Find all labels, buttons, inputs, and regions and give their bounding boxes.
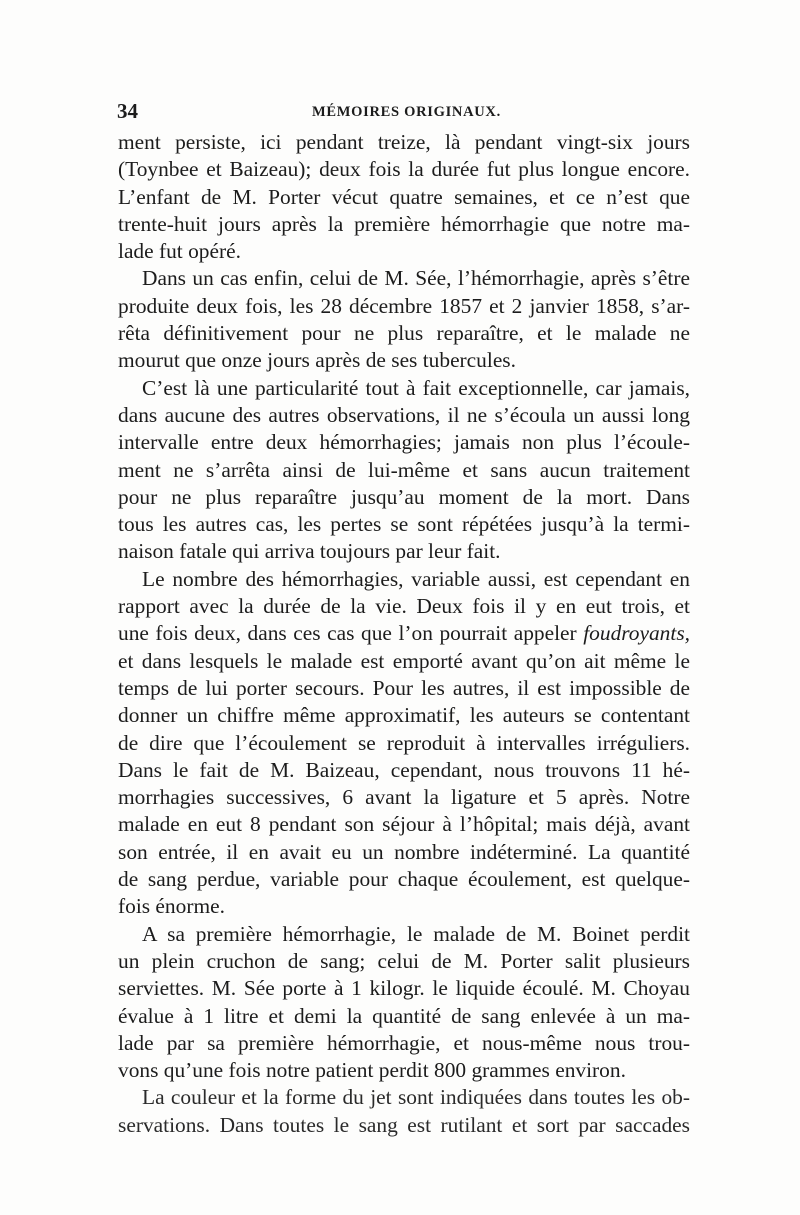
text-line: serviettes. M. Sée porte à 1 kilogr. le liquide écoulé. M. Choyau <box>118 976 690 1001</box>
text-line <box>118 620 690 647</box>
text-line: morrhagies successives, 6 avant la ligature et 5 après. Notre <box>118 785 690 810</box>
text-line: rêta définitivement pour ne plus reparaître, et le malade ne <box>118 321 690 346</box>
text-line: fois énorme. <box>118 894 225 919</box>
paragraph-start-line: Dans un cas enfin, celui de M. Sée, l’hémorrhagie, après s’être <box>142 266 690 291</box>
text-line: de dire que l’écoulement se reproduit à intervalles irréguliers. <box>118 730 690 755</box>
text-line: trente-huit jours après la première hémorrhagie que notre ma- <box>118 211 690 236</box>
text-line: pour ne plus reparaître jusqu’au moment de la mort. Dans <box>118 484 690 509</box>
text-line: et dans lesquels le malade est emporté avant qu’on ait même le <box>118 648 690 673</box>
text-line: dans aucune des autres observations, il ne s’écoula un aussi long <box>118 402 690 427</box>
text-line: ment ne s’arrêta ainsi de lui-même et sans aucun traitement <box>118 457 690 482</box>
paragraph-start-line: A sa première hémorrhagie, le malade de M. Boinet perdit <box>142 921 690 946</box>
text-run: une fois deux, dans ces cas que l’on pourrait appeler <box>118 621 577 646</box>
text-line: lade fut opéré. <box>118 239 241 264</box>
text-line: L’enfant de M. Porter vécut quatre semaines, et ce n’est que <box>118 184 690 209</box>
body-text <box>118 129 690 1139</box>
text-line: évalue à 1 litre et demi la quantité de sang enlevée à un ma- <box>118 1003 690 1028</box>
text-line: mourut que onze jours après de ses tubercules. <box>118 348 516 373</box>
text-line: donner un chiffre même approximatif, les auteurs se contentant <box>118 703 690 728</box>
text-line: servations. Dans toutes le sang est rutilant et sort par saccades <box>118 1112 690 1137</box>
running-head <box>117 98 693 124</box>
page-number: 34 <box>117 99 138 123</box>
paragraph-start-line: C’est là une particularité tout à fait exceptionnelle, car jamais, <box>142 375 690 400</box>
text-line: de sang perdue, variable pour chaque écoulement, est quelque- <box>118 867 690 892</box>
text-line: temps de lui porter secours. Pour les autres, il est impossible de <box>118 675 690 700</box>
text-line: produite deux fois, les 28 décembre 1857 et 2 janvier 1858, s’ar- <box>118 293 690 318</box>
text-line: lade par sa première hémorrhagie, et nous-même nous trou- <box>118 1030 690 1055</box>
text-line: vons qu’une fois notre patient perdit 800 grammes environ. <box>118 1058 626 1083</box>
paragraph-start-line: Le nombre des hémorrhagies, variable aussi, est cependant en <box>142 566 690 591</box>
paragraph-start-line: La couleur et la forme du jet sont indiquées dans toutes les ob- <box>142 1085 690 1110</box>
text-line: malade en eut 8 pendant son séjour à l’hôpital; mais déjà, avant <box>118 812 690 837</box>
italic-word: foudroyants, <box>583 621 690 646</box>
text-line: tous les autres cas, les pertes se sont répétées jusqu’à la termi- <box>118 512 690 537</box>
running-title: MÉMOIRES ORIGINAUX. <box>312 104 501 120</box>
text-line: (Toynbee et Baizeau); deux fois la durée fut plus longue encore. <box>118 157 690 182</box>
text-line: ment persiste, ici pendant treize, là pendant vingt-six jours <box>118 130 690 154</box>
text-line: rapport avec la durée de la vie. Deux fois il y en eut trois, et <box>118 594 690 619</box>
text-line: son entrée, il en avait eu un nombre indéterminé. La quantité <box>118 839 690 864</box>
text-line: intervalle entre deux hémorrhagies; jamais non plus l’écoule- <box>118 430 690 455</box>
text-line: Dans le fait de M. Baizeau, cependant, nous trouvons 11 hé- <box>118 757 690 782</box>
text-line: naison fatale qui arriva toujours par leur fait. <box>118 539 501 564</box>
text-line: un plein cruchon de sang; celui de M. Porter salit plusieurs <box>118 948 690 973</box>
